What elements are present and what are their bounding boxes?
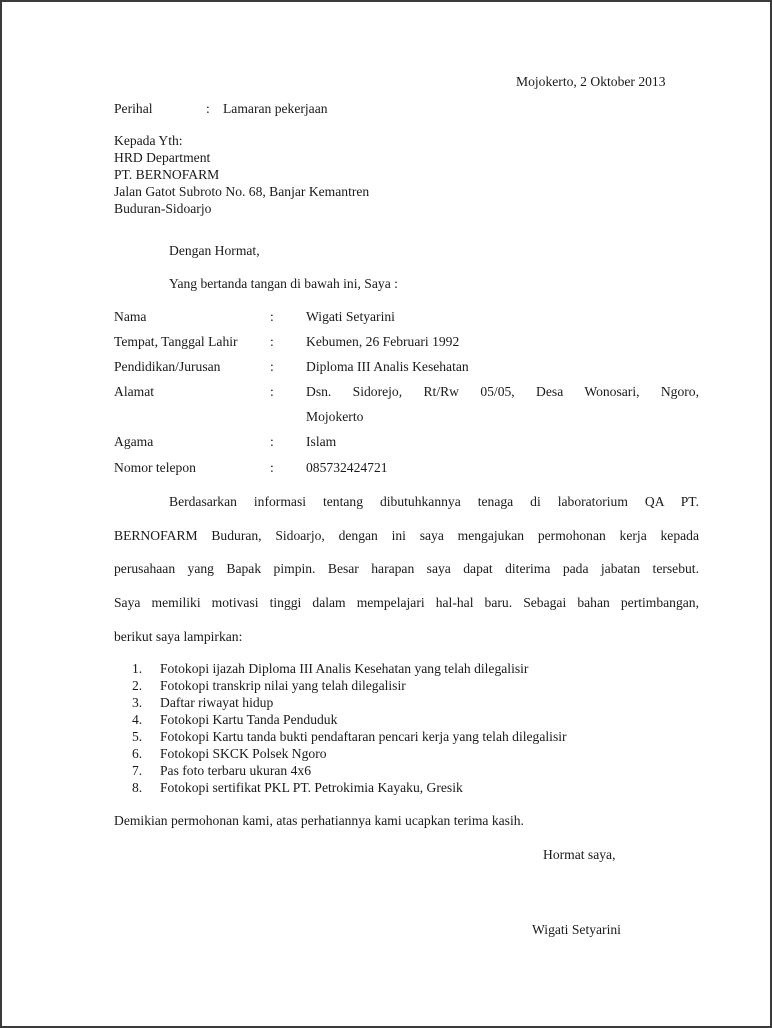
attachment-list xyxy=(132,660,567,796)
list-item xyxy=(132,677,567,694)
list-text: Fotokopi SKCK Polsek Ngoro xyxy=(160,746,327,761)
list-text: Fotokopi transkrip nilai yang telah dilegalisir xyxy=(160,678,406,693)
list-text: Fotokopi Kartu tanda bukti pendaftaran pencari kerja yang telah dilegalisir xyxy=(160,729,567,744)
body-paragraph xyxy=(114,493,699,661)
list-number: 1. xyxy=(132,661,143,676)
info-colon: : xyxy=(270,384,274,399)
list-item xyxy=(132,762,567,779)
list-text: Fotokopi sertifikat PKL PT. Petrokimia Kayaku, Gresik xyxy=(160,780,463,795)
info-value: 085732424721 xyxy=(306,460,388,475)
body-line: Berdasarkan informasi tentang dibutuhkannya tenaga di laboratorium QA PT. xyxy=(169,494,699,509)
info-value-continued: Mojokerto xyxy=(306,409,364,424)
salutation: Dengan Hormat, xyxy=(169,243,260,258)
info-label: Tempat, Tanggal Lahir xyxy=(114,334,238,349)
info-colon: : xyxy=(270,460,274,475)
info-row-address xyxy=(114,383,699,433)
info-row-phone xyxy=(114,459,699,484)
info-row-education xyxy=(114,358,699,383)
intro-line: Yang bertanda tangan di bawah ini, Saya : xyxy=(169,276,398,291)
info-colon: : xyxy=(270,334,274,349)
info-label: Nama xyxy=(114,309,147,324)
list-number: 3. xyxy=(132,695,143,710)
list-text: Fotokopi Kartu Tanda Penduduk xyxy=(160,712,338,727)
info-value: Diploma III Analis Kesehatan xyxy=(306,359,469,374)
info-row-birth xyxy=(114,333,699,358)
list-number: 7. xyxy=(132,763,143,778)
list-number: 5. xyxy=(132,729,143,744)
info-label: Nomor telepon xyxy=(114,460,196,475)
recipient-address xyxy=(114,132,369,217)
body-line: Saya memiliki motivasi tinggi dalam mempelajari hal-hal baru. Sebagai bahan pertimbangan, xyxy=(114,595,699,611)
info-row-religion xyxy=(114,433,699,458)
recipient-line: PT. BERNOFARM xyxy=(114,167,220,182)
list-number: 8. xyxy=(132,780,143,795)
subject-label: Perihal xyxy=(114,101,153,116)
list-number: 4. xyxy=(132,712,143,727)
signature-name: Wigati Setyarini xyxy=(532,922,621,937)
list-text: Pas foto terbaru ukuran 4x6 xyxy=(160,763,312,778)
closing-sentence: Demikian permohonan kami, atas perhatiannya kami ucapkan terima kasih. xyxy=(114,813,524,828)
subject-value: Lamaran pekerjaan xyxy=(223,101,328,116)
regards: Hormat saya, xyxy=(543,847,616,862)
list-text: Daftar riwayat hidup xyxy=(160,695,274,710)
info-colon: : xyxy=(270,359,274,374)
info-value: Islam xyxy=(306,434,337,449)
list-text: Fotokopi ijazah Diploma III Analis Kesehatan yang telah dilegalisir xyxy=(160,661,529,676)
info-value: Kebumen, 26 Februari 1992 xyxy=(306,334,460,349)
info-value: Dsn. Sidorejo, Rt/Rw 05/05, Desa Wonosari, Ngoro, xyxy=(306,384,699,399)
body-line: berikut saya lampirkan: xyxy=(114,628,243,644)
info-label: Agama xyxy=(114,434,154,449)
body-line: BERNOFARM Buduran, Sidoarjo, dengan ini saya mengajukan permohonan kerja kepada xyxy=(114,527,699,543)
place-date: Mojokerto, 2 Oktober 2013 xyxy=(516,74,666,89)
info-row-name xyxy=(114,308,699,333)
list-number: 2. xyxy=(132,678,143,693)
list-number: 6. xyxy=(132,746,143,761)
recipient-line: Kepada Yth: xyxy=(114,133,183,148)
info-label: Pendidikan/Jurusan xyxy=(114,359,221,374)
list-item xyxy=(132,694,567,711)
list-item xyxy=(132,745,567,762)
info-colon: : xyxy=(270,309,274,324)
info-label: Alamat xyxy=(114,384,155,399)
info-value: Wigati Setyarini xyxy=(306,309,395,324)
list-item xyxy=(132,779,567,796)
recipient-line: HRD Department xyxy=(114,150,211,165)
list-item xyxy=(132,711,567,728)
list-item xyxy=(132,728,567,745)
info-colon: : xyxy=(270,434,274,449)
body-line: perusahaan yang Bapak pimpin. Besar harapan saya dapat diterima pada jabatan tersebut. xyxy=(114,561,699,577)
recipient-line: Buduran-Sidoarjo xyxy=(114,201,212,216)
subject-colon: : xyxy=(206,101,210,116)
recipient-line: Jalan Gatot Subroto No. 68, Banjar Kemantren xyxy=(114,184,370,199)
list-item xyxy=(132,660,567,677)
